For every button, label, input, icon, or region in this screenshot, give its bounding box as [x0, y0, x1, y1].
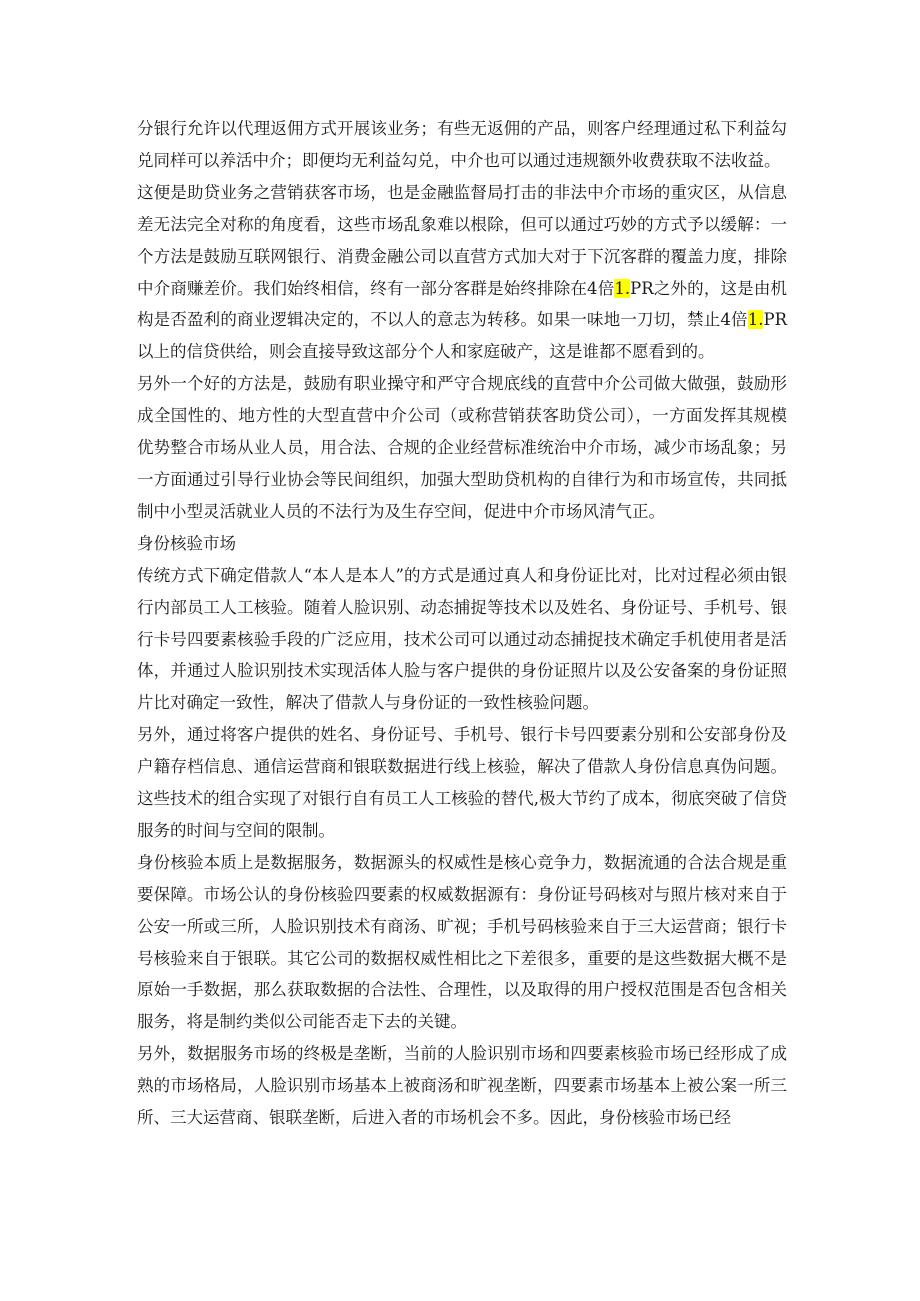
paragraph-2-part-1: 这便是助贷业务之营销获客市场，也是金融监督局打击的非法中介市场的重灾区，从信息差无法完全对称的角度看，这些市场乱象难以根除，但可以通过巧妙的方式予以缓解：一个方法是鼓励互联网银行、消费金融公司以直营方式加大对于下沉客群的覆盖力度，排除中介商赚差价。我们始终相信，终有一部分客群是始终排除在4倍 — [137, 182, 787, 298]
paragraph-6: 身份核验本质上是数据服务，数据源头的权威性是核心竞争力，数据流通的合法合规是重要保障。市场公认的身份核验四要素的权威数据源有：身份证号码核对与照片核对来自于公安一所或三所，人脸识别技术有商汤、旷视；手机号码核验来自于三大运营商；银行卡号核验来自于银联。其它公司的数据权威性相比之下差很多，重要的是这些数据大概不是原始一手数据，那么获取数据的合法性、合理性，以及取得的用户授权范围是否包含相关服务，将是制约类似公司能否走下去的关键。 — [137, 852, 787, 1032]
highlight-mark-1: 1. — [614, 278, 631, 298]
section-heading: 身份核验市场 — [137, 533, 236, 553]
paragraph-4: 传统方式下确定借款人“本人是本人”的方式是通过真人和身份证比对，比对过程必须由银行内部员工人工核验。随着人脸识别、动态捕捉等技术以及姓名、身份证号、手机号、银行卡号四要素核验手段的广泛应用，技术公司可以通过动态捕捉技术确定手机使用者是活体，并通过人脸识别技术实现活体人脸与客户提供的身份证照片以及公安备案的身份证照片比对确定一致性，解决了借款人与身份证的一致性核验问题。 — [137, 565, 787, 713]
highlight-mark-2: 1. — [747, 310, 764, 330]
paragraph-3: 另外一个好的方法是，鼓励有职业操守和严守合规底线的直营中介公司做大做强，鼓励形成全国性的、地方性的大型直营中介公司（或称营销获客助贷公司），一方面发挥其规模优势整合市场从业人员，用合法、合规的企业经营标准统治中介市场，减少市场乱象；另一方面通过引导行业协会等民间组织，加强大型助贷机构的自律行为和市场宣传，共同抵制中小型灵活就业人员的不法行为及生存空间，促进中介市场风清气正。 — [137, 374, 787, 521]
paragraph-1: 分银行允许以代理返佣方式开展该业务；有些无返佣的产品，则客户经理通过私下利益勾兑同样可以养活中介；即便均无利益勾兑，中介也可以通过违规额外收费获取不法收益。 — [137, 119, 787, 170]
paragraph-7: 另外，数据服务市场的终极是垄断，当前的人脸识别市场和四要素核验市场已经形成了成熟的市场格局，人脸识别市场基本上被商汤和旷视垄断，四要素市场基本上被公案一所三所、三大运营商、银联垄断，后进入者的市场机会不多。因此，身份核验市场已经 — [137, 1044, 787, 1128]
paragraph-2-part-3: PR以上的信贷供给，则会直接导致这部分个人和家庭破产，这是谁都不愿看到的。 — [137, 310, 787, 362]
paragraph-2 — [137, 177, 787, 368]
paragraph-2-part-2: PR之外的，这是由机构是否盈利的商业逻辑决定的，不以人的意志为转移。如果一味地一刀切，禁止4倍 — [137, 278, 787, 330]
document-body — [137, 113, 787, 1134]
paragraph-5: 另外，通过将客户提供的姓名、身份证号、手机号、银行卡号四要素分别和公安部身份及户籍存档信息、通信运营商和银联数据进行线上核验，解决了借款人身份信息真伪问题。这些技术的组合实现了对银行自有员工人工核验的替代,极大节约了成本，彻底突破了信贷服务的时间与空间的限制。 — [137, 725, 787, 840]
